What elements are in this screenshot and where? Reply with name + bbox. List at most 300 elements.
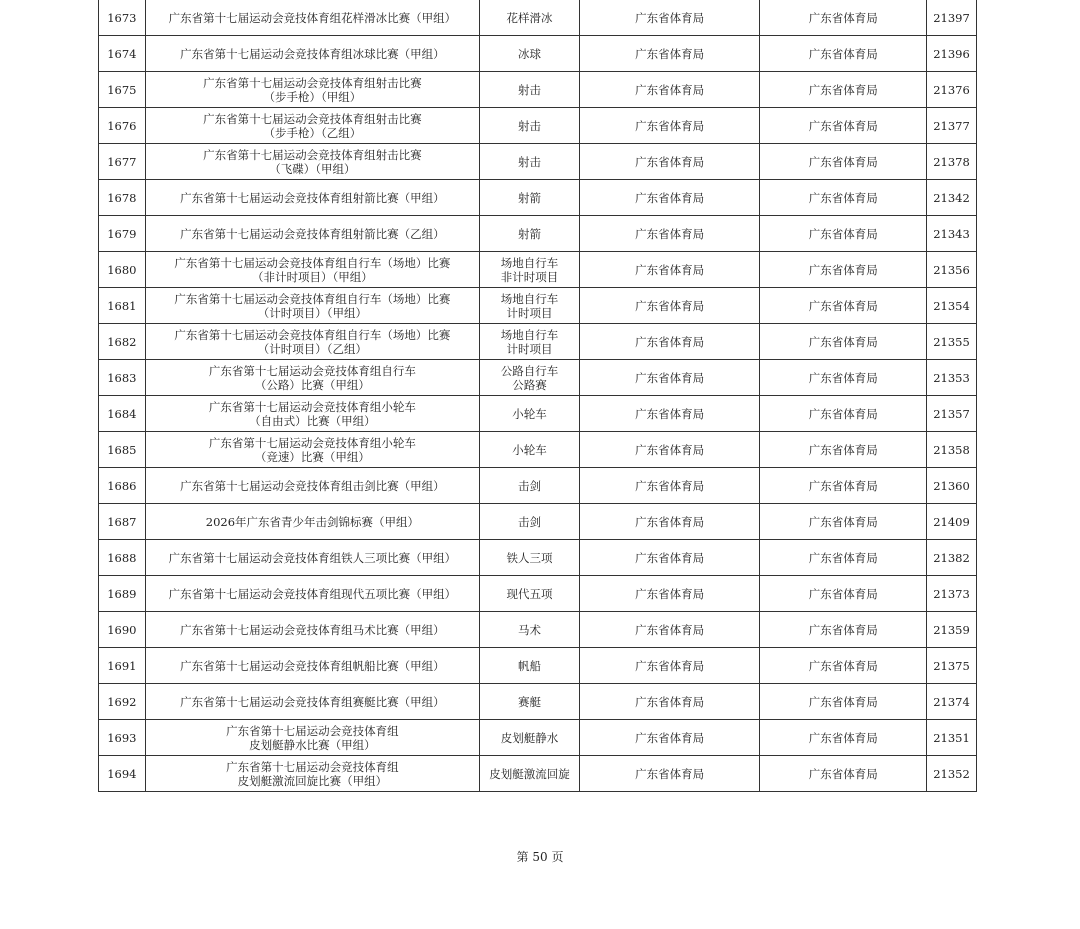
row-number-cell bbox=[99, 468, 146, 504]
event-code-cell bbox=[927, 684, 977, 720]
event-name-line: 皮划艇激流回旋比赛（甲组） bbox=[237, 773, 388, 788]
event-name-cell bbox=[145, 36, 479, 72]
organizer-cell bbox=[579, 360, 759, 396]
event-code-cell bbox=[927, 144, 977, 180]
approving-authority-cell bbox=[760, 720, 927, 756]
row-number: 1684 bbox=[107, 406, 137, 421]
sport-cell bbox=[480, 360, 580, 396]
event-name-cell bbox=[145, 720, 479, 756]
approving-authority: 广东省体育局 bbox=[808, 118, 878, 133]
event-code-cell bbox=[927, 648, 977, 684]
organizer-cell bbox=[579, 468, 759, 504]
approving-authority: 广东省体育局 bbox=[808, 694, 878, 709]
sport-line: 小轮车 bbox=[512, 442, 547, 457]
sport-line: 马术 bbox=[518, 622, 542, 637]
event-name-line: 广东省第十七届运动会竞技体育组击剑比赛（甲组） bbox=[180, 478, 445, 493]
sport-line: 花样滑冰 bbox=[506, 10, 553, 25]
event-name-line: 2026年广东省青少年击剑锦标赛（甲组） bbox=[205, 514, 420, 529]
row-number: 1692 bbox=[107, 694, 137, 709]
table-row bbox=[99, 324, 977, 360]
approving-authority: 广东省体育局 bbox=[808, 226, 878, 241]
approving-authority-cell bbox=[760, 252, 927, 288]
event-name-line: 广东省第十七届运动会竞技体育组帆船比赛（甲组） bbox=[180, 658, 445, 673]
sport-line: 击剑 bbox=[518, 514, 542, 529]
approving-authority: 广东省体育局 bbox=[808, 190, 878, 205]
event-name-line: （步手枪）（甲组） bbox=[263, 89, 362, 104]
event-code: 21397 bbox=[933, 10, 970, 25]
event-name-line: （步手枪）（乙组） bbox=[263, 125, 362, 140]
approving-authority-cell bbox=[760, 180, 927, 216]
approving-authority: 广东省体育局 bbox=[808, 730, 878, 745]
approving-authority-cell bbox=[760, 360, 927, 396]
event-name-line: 广东省第十七届运动会竞技体育组射击比赛 bbox=[203, 111, 422, 126]
sport-cell bbox=[480, 468, 580, 504]
approving-authority-cell bbox=[760, 72, 927, 108]
organizer: 广东省体育局 bbox=[635, 622, 705, 637]
organizer-cell bbox=[579, 252, 759, 288]
event-name-cell bbox=[145, 108, 479, 144]
approving-authority: 广东省体育局 bbox=[808, 586, 878, 601]
table-row bbox=[99, 504, 977, 540]
organizer: 广东省体育局 bbox=[635, 298, 705, 313]
row-number-cell bbox=[99, 72, 146, 108]
sport-line: 赛艇 bbox=[518, 694, 542, 709]
sport-cell bbox=[480, 432, 580, 468]
row-number-cell bbox=[99, 144, 146, 180]
organizer: 广东省体育局 bbox=[635, 730, 705, 745]
event-name-line: 广东省第十七届运动会竞技体育组赛艇比赛（甲组） bbox=[180, 694, 445, 709]
row-number: 1680 bbox=[107, 262, 137, 277]
row-number: 1681 bbox=[107, 298, 137, 313]
organizer-cell bbox=[579, 756, 759, 792]
event-name-line: 广东省第十七届运动会竞技体育组小轮车 bbox=[208, 435, 416, 450]
event-code-cell bbox=[927, 468, 977, 504]
sport-line: 公路自行车 bbox=[500, 363, 559, 378]
sport-cell bbox=[480, 36, 580, 72]
event-name-line: 广东省第十七届运动会竞技体育组自行车（场地）比赛 bbox=[174, 255, 451, 270]
organizer: 广东省体育局 bbox=[635, 46, 705, 61]
event-code: 21352 bbox=[933, 766, 970, 781]
row-number-cell bbox=[99, 576, 146, 612]
row-number-cell bbox=[99, 396, 146, 432]
event-code: 21358 bbox=[933, 442, 970, 457]
sport-cell bbox=[480, 72, 580, 108]
sport-line: 公路赛 bbox=[512, 377, 547, 392]
event-name-cell bbox=[145, 504, 479, 540]
event-code-cell bbox=[927, 504, 977, 540]
table-row bbox=[99, 432, 977, 468]
row-number-cell bbox=[99, 252, 146, 288]
event-code: 21360 bbox=[933, 478, 970, 493]
event-code: 21374 bbox=[933, 694, 970, 709]
event-name-cell bbox=[145, 72, 479, 108]
event-name-cell bbox=[145, 612, 479, 648]
organizer-cell bbox=[579, 540, 759, 576]
sport-line: 射击 bbox=[518, 82, 542, 97]
row-number: 1686 bbox=[107, 478, 137, 493]
event-name-cell bbox=[145, 252, 479, 288]
event-code-cell bbox=[927, 216, 977, 252]
organizer: 广东省体育局 bbox=[635, 694, 705, 709]
event-name-line: （飞碟）（甲组） bbox=[269, 161, 356, 176]
organizer: 广东省体育局 bbox=[635, 550, 705, 565]
event-code: 21409 bbox=[933, 514, 970, 529]
sport-line: 小轮车 bbox=[512, 406, 547, 421]
sport-cell bbox=[480, 0, 580, 36]
row-number-cell bbox=[99, 288, 146, 324]
event-name-cell bbox=[145, 756, 479, 792]
sport-cell bbox=[480, 540, 580, 576]
organizer: 广东省体育局 bbox=[635, 10, 705, 25]
organizer-cell bbox=[579, 720, 759, 756]
row-number: 1677 bbox=[107, 154, 137, 169]
approving-authority: 广东省体育局 bbox=[808, 334, 878, 349]
sport-cell bbox=[480, 648, 580, 684]
row-number-cell bbox=[99, 756, 146, 792]
event-code: 21376 bbox=[933, 82, 970, 97]
event-code-cell bbox=[927, 108, 977, 144]
approving-authority: 广东省体育局 bbox=[808, 82, 878, 97]
organizer-cell bbox=[579, 288, 759, 324]
row-number: 1687 bbox=[107, 514, 137, 529]
event-name-cell bbox=[145, 576, 479, 612]
event-name-cell bbox=[145, 432, 479, 468]
table-row bbox=[99, 360, 977, 396]
approving-authority-cell bbox=[760, 756, 927, 792]
sport-cell bbox=[480, 288, 580, 324]
event-code: 21373 bbox=[933, 586, 970, 601]
approving-authority-cell bbox=[760, 432, 927, 468]
sport-cell bbox=[480, 504, 580, 540]
approving-authority: 广东省体育局 bbox=[808, 370, 878, 385]
event-name-line: 广东省第十七届运动会竞技体育组自行车（场地）比赛 bbox=[174, 291, 451, 306]
row-number-cell bbox=[99, 540, 146, 576]
organizer: 广东省体育局 bbox=[635, 478, 705, 493]
approving-authority-cell bbox=[760, 396, 927, 432]
sport-line: 现代五项 bbox=[506, 586, 553, 601]
approving-authority-cell bbox=[760, 540, 927, 576]
table-row bbox=[99, 144, 977, 180]
approving-authority-cell bbox=[760, 612, 927, 648]
table-row bbox=[99, 684, 977, 720]
row-number: 1685 bbox=[107, 442, 137, 457]
event-code-cell bbox=[927, 0, 977, 36]
event-name-line: 广东省第十七届运动会竞技体育组自行车（场地）比赛 bbox=[174, 327, 451, 342]
sport-line: 射箭 bbox=[518, 226, 542, 241]
event-code-cell bbox=[927, 72, 977, 108]
event-code: 21351 bbox=[933, 730, 970, 745]
event-code: 21343 bbox=[933, 226, 970, 241]
event-name-cell bbox=[145, 0, 479, 36]
approving-authority-cell bbox=[760, 144, 927, 180]
event-code: 21396 bbox=[933, 46, 970, 61]
event-code: 21378 bbox=[933, 154, 970, 169]
event-name-line: （公路）比赛（甲组） bbox=[254, 377, 370, 392]
event-name-line: （计时项目）（乙组） bbox=[257, 341, 368, 356]
approving-authority: 广东省体育局 bbox=[808, 298, 878, 313]
organizer-cell bbox=[579, 612, 759, 648]
event-name-cell bbox=[145, 648, 479, 684]
approving-authority: 广东省体育局 bbox=[808, 154, 878, 169]
table-row bbox=[99, 72, 977, 108]
organizer-cell bbox=[579, 0, 759, 36]
organizer: 广东省体育局 bbox=[635, 190, 705, 205]
organizer: 广东省体育局 bbox=[635, 406, 705, 421]
event-name-cell bbox=[145, 180, 479, 216]
approving-authority: 广东省体育局 bbox=[808, 622, 878, 637]
event-name-cell bbox=[145, 144, 479, 180]
approving-authority-cell bbox=[760, 648, 927, 684]
organizer-cell bbox=[579, 36, 759, 72]
event-code-cell bbox=[927, 756, 977, 792]
organizer-cell bbox=[579, 108, 759, 144]
sport-line: 计时项目 bbox=[506, 305, 553, 320]
sport-line: 射击 bbox=[518, 118, 542, 133]
event-name-cell bbox=[145, 360, 479, 396]
event-name-line: 广东省第十七届运动会竞技体育组马术比赛（甲组） bbox=[180, 622, 445, 637]
event-name-line: （计时项目）（甲组） bbox=[257, 305, 368, 320]
event-name-cell bbox=[145, 396, 479, 432]
row-number-cell bbox=[99, 180, 146, 216]
approving-authority: 广东省体育局 bbox=[808, 514, 878, 529]
row-number-cell bbox=[99, 684, 146, 720]
approving-authority-cell bbox=[760, 36, 927, 72]
organizer: 广东省体育局 bbox=[635, 226, 705, 241]
organizer: 广东省体育局 bbox=[635, 118, 705, 133]
event-code: 21357 bbox=[933, 406, 970, 421]
organizer: 广东省体育局 bbox=[635, 586, 705, 601]
sport-line: 铁人三项 bbox=[506, 550, 553, 565]
event-code: 21342 bbox=[933, 190, 970, 205]
event-code-cell bbox=[927, 360, 977, 396]
row-number: 1676 bbox=[107, 118, 137, 133]
event-name-line: 广东省第十七届运动会竞技体育组小轮车 bbox=[208, 399, 416, 414]
event-name-line: 广东省第十七届运动会竞技体育组射箭比赛（乙组） bbox=[180, 226, 445, 241]
table-row bbox=[99, 180, 977, 216]
event-code: 21382 bbox=[933, 550, 970, 565]
event-code-cell bbox=[927, 612, 977, 648]
event-code: 21359 bbox=[933, 622, 970, 637]
table-row bbox=[99, 0, 977, 36]
row-number-cell bbox=[99, 504, 146, 540]
sport-line: 皮划艇激流回旋 bbox=[489, 766, 570, 781]
organizer-cell bbox=[579, 72, 759, 108]
event-name-line: 广东省第十七届运动会竞技体育组铁人三项比赛（甲组） bbox=[168, 550, 457, 565]
row-number: 1689 bbox=[107, 586, 137, 601]
row-number: 1674 bbox=[107, 46, 137, 61]
organizer: 广东省体育局 bbox=[635, 658, 705, 673]
row-number: 1679 bbox=[107, 226, 137, 241]
table-row bbox=[99, 468, 977, 504]
event-name-cell bbox=[145, 324, 479, 360]
sport-line: 帆船 bbox=[518, 658, 542, 673]
events-table bbox=[98, 0, 977, 792]
row-number: 1690 bbox=[107, 622, 137, 637]
table-row bbox=[99, 108, 977, 144]
row-number: 1678 bbox=[107, 190, 137, 205]
table-row bbox=[99, 612, 977, 648]
event-code-cell bbox=[927, 396, 977, 432]
event-code-cell bbox=[927, 576, 977, 612]
sport-line: 射箭 bbox=[518, 190, 542, 205]
row-number-cell bbox=[99, 432, 146, 468]
organizer: 广东省体育局 bbox=[635, 334, 705, 349]
row-number: 1694 bbox=[107, 766, 137, 781]
organizer-cell bbox=[579, 216, 759, 252]
row-number: 1673 bbox=[107, 10, 137, 25]
event-name-cell bbox=[145, 540, 479, 576]
approving-authority-cell bbox=[760, 504, 927, 540]
event-code: 21377 bbox=[933, 118, 970, 133]
row-number-cell bbox=[99, 108, 146, 144]
approving-authority-cell bbox=[760, 216, 927, 252]
row-number: 1675 bbox=[107, 82, 137, 97]
organizer-cell bbox=[579, 504, 759, 540]
event-name-line: 广东省第十七届运动会竞技体育组花样滑冰比赛（甲组） bbox=[168, 10, 457, 25]
row-number: 1682 bbox=[107, 334, 137, 349]
sport-cell bbox=[480, 180, 580, 216]
approving-authority-cell bbox=[760, 324, 927, 360]
approving-authority: 广东省体育局 bbox=[808, 262, 878, 277]
event-code: 21354 bbox=[933, 298, 970, 313]
sport-cell bbox=[480, 396, 580, 432]
organizer: 广东省体育局 bbox=[635, 514, 705, 529]
row-number-cell bbox=[99, 360, 146, 396]
approving-authority-cell bbox=[760, 288, 927, 324]
sport-line: 场地自行车 bbox=[500, 327, 559, 342]
page-number: 第 50 页 bbox=[516, 850, 564, 864]
row-number-cell bbox=[99, 36, 146, 72]
sport-cell bbox=[480, 684, 580, 720]
organizer-cell bbox=[579, 144, 759, 180]
event-code: 21355 bbox=[933, 334, 970, 349]
organizer: 广东省体育局 bbox=[635, 442, 705, 457]
organizer: 广东省体育局 bbox=[635, 766, 705, 781]
event-code: 21356 bbox=[933, 262, 970, 277]
events-table-body bbox=[99, 0, 977, 792]
table-row bbox=[99, 216, 977, 252]
event-name-line: 广东省第十七届运动会竞技体育组 bbox=[226, 759, 399, 774]
approving-authority: 广东省体育局 bbox=[808, 766, 878, 781]
sport-line: 冰球 bbox=[518, 46, 542, 61]
event-code: 21353 bbox=[933, 370, 970, 385]
row-number-cell bbox=[99, 216, 146, 252]
event-name-line: （非计时项目）（甲组） bbox=[252, 269, 373, 284]
sport-line: 场地自行车 bbox=[500, 291, 559, 306]
sport-cell bbox=[480, 144, 580, 180]
approving-authority: 广东省体育局 bbox=[808, 406, 878, 421]
sport-cell bbox=[480, 576, 580, 612]
organizer-cell bbox=[579, 432, 759, 468]
table-row bbox=[99, 288, 977, 324]
event-name-cell bbox=[145, 216, 479, 252]
row-number-cell bbox=[99, 720, 146, 756]
table-row bbox=[99, 720, 977, 756]
table-row bbox=[99, 540, 977, 576]
event-code: 21375 bbox=[933, 658, 970, 673]
event-name-line: 广东省第十七届运动会竞技体育组冰球比赛（甲组） bbox=[180, 46, 445, 61]
event-name-line: （竞速）比赛（甲组） bbox=[254, 449, 370, 464]
organizer-cell bbox=[579, 324, 759, 360]
approving-authority-cell bbox=[760, 684, 927, 720]
organizer-cell bbox=[579, 576, 759, 612]
approving-authority: 广东省体育局 bbox=[808, 478, 878, 493]
row-number: 1688 bbox=[107, 550, 137, 565]
approving-authority: 广东省体育局 bbox=[808, 658, 878, 673]
event-name-line: 广东省第十七届运动会竞技体育组 bbox=[226, 723, 399, 738]
organizer: 广东省体育局 bbox=[635, 370, 705, 385]
event-code-cell bbox=[927, 720, 977, 756]
row-number-cell bbox=[99, 612, 146, 648]
approving-authority-cell bbox=[760, 108, 927, 144]
row-number-cell bbox=[99, 0, 146, 36]
sport-cell bbox=[480, 252, 580, 288]
sport-cell bbox=[480, 720, 580, 756]
row-number-cell bbox=[99, 648, 146, 684]
table-row bbox=[99, 396, 977, 432]
approving-authority-cell bbox=[760, 576, 927, 612]
sport-line: 射击 bbox=[518, 154, 542, 169]
sport-cell bbox=[480, 324, 580, 360]
event-name-line: （自由式）比赛（甲组） bbox=[249, 413, 376, 428]
approving-authority-cell bbox=[760, 468, 927, 504]
sport-cell bbox=[480, 216, 580, 252]
event-name-cell bbox=[145, 684, 479, 720]
organizer: 广东省体育局 bbox=[635, 262, 705, 277]
row-number-cell bbox=[99, 324, 146, 360]
approving-authority: 广东省体育局 bbox=[808, 442, 878, 457]
event-code-cell bbox=[927, 288, 977, 324]
table-row bbox=[99, 576, 977, 612]
sport-line: 场地自行车 bbox=[500, 255, 559, 270]
sport-cell bbox=[480, 108, 580, 144]
organizer-cell bbox=[579, 180, 759, 216]
event-name-cell bbox=[145, 288, 479, 324]
organizer-cell bbox=[579, 648, 759, 684]
row-number: 1691 bbox=[107, 658, 137, 673]
event-code-cell bbox=[927, 180, 977, 216]
row-number: 1693 bbox=[107, 730, 137, 745]
organizer: 广东省体育局 bbox=[635, 82, 705, 97]
sport-line: 非计时项目 bbox=[500, 269, 559, 284]
event-code-cell bbox=[927, 324, 977, 360]
event-name-line: 广东省第十七届运动会竞技体育组射击比赛 bbox=[203, 75, 422, 90]
sport-cell bbox=[480, 612, 580, 648]
event-name-line: 广东省第十七届运动会竞技体育组射箭比赛（甲组） bbox=[180, 190, 445, 205]
sport-line: 皮划艇静水 bbox=[500, 730, 559, 745]
organizer-cell bbox=[579, 396, 759, 432]
event-code-cell bbox=[927, 252, 977, 288]
event-code-cell bbox=[927, 36, 977, 72]
event-name-line: 皮划艇静水比赛（甲组） bbox=[249, 737, 376, 752]
organizer: 广东省体育局 bbox=[635, 154, 705, 169]
event-code-cell bbox=[927, 432, 977, 468]
approving-authority: 广东省体育局 bbox=[808, 10, 878, 25]
event-name-line: 广东省第十七届运动会竞技体育组现代五项比赛（甲组） bbox=[168, 586, 457, 601]
event-name-line: 广东省第十七届运动会竞技体育组自行车 bbox=[208, 363, 416, 378]
event-code-cell bbox=[927, 540, 977, 576]
sport-cell bbox=[480, 756, 580, 792]
sport-line: 计时项目 bbox=[506, 341, 553, 356]
organizer-cell bbox=[579, 684, 759, 720]
approving-authority: 广东省体育局 bbox=[808, 550, 878, 565]
approving-authority: 广东省体育局 bbox=[808, 46, 878, 61]
table-row bbox=[99, 648, 977, 684]
sport-line: 击剑 bbox=[518, 478, 542, 493]
table-row bbox=[99, 36, 977, 72]
row-number: 1683 bbox=[107, 370, 137, 385]
table-row bbox=[99, 252, 977, 288]
